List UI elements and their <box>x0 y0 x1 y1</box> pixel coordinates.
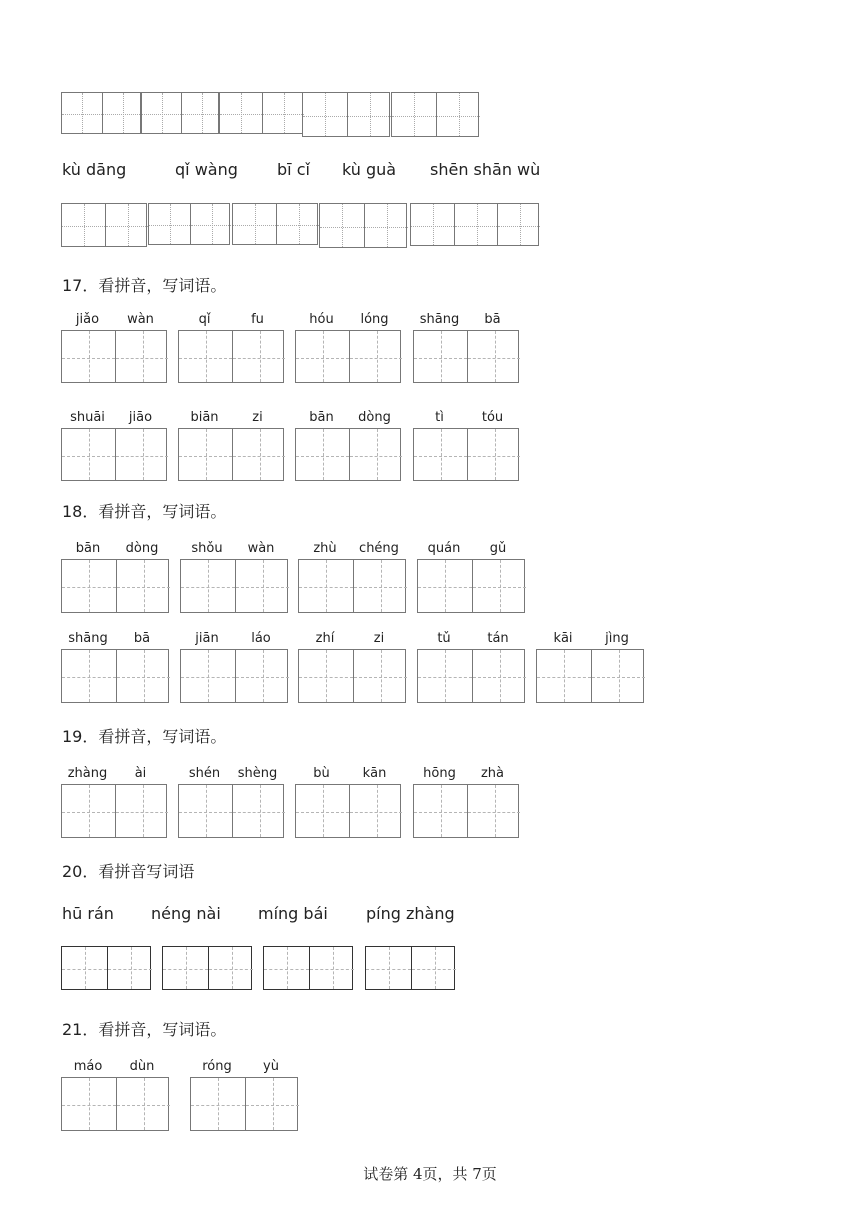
character-cell[interactable] <box>454 204 497 245</box>
tianzige-box[interactable] <box>295 330 401 383</box>
guide-line <box>128 204 129 246</box>
character-cell[interactable] <box>349 429 402 480</box>
pinyin-syllable: jiāo <box>128 410 153 425</box>
character-cell[interactable] <box>414 331 467 382</box>
tianzige-box[interactable] <box>413 428 519 481</box>
pinyin-word: kù dāng <box>62 160 127 179</box>
tianzige-box[interactable] <box>391 92 479 137</box>
guide-line <box>564 650 565 702</box>
guide-line <box>477 204 478 245</box>
tianzige-box[interactable] <box>148 203 230 245</box>
guide-line <box>500 560 501 612</box>
pinyin-syllable: tǔ <box>437 631 451 646</box>
character-cell[interactable] <box>353 650 407 702</box>
guide-line <box>143 331 144 382</box>
tianzige-box[interactable] <box>178 784 284 838</box>
pinyin-syllable: zi <box>252 410 263 425</box>
guide-line <box>260 331 261 382</box>
guide-line <box>85 947 86 989</box>
guide-line <box>241 93 242 133</box>
guide-line <box>325 93 326 136</box>
guide-line <box>377 331 378 382</box>
guide-line <box>387 204 388 247</box>
pinyin-syllable: quán <box>427 541 461 556</box>
tianzige-box[interactable] <box>61 559 169 613</box>
guide-line <box>202 93 203 133</box>
character-cell[interactable] <box>235 560 289 612</box>
pinyin-word: bī cǐ <box>277 160 310 179</box>
guide-line <box>232 947 233 989</box>
tianzige-box[interactable] <box>413 784 519 838</box>
character-cell[interactable] <box>299 650 353 702</box>
pinyin-word: shēn shān wù <box>430 160 541 179</box>
pinyin-syllable: bān <box>75 541 101 556</box>
character-cell[interactable] <box>296 331 349 382</box>
pinyin-word: píng zhàng <box>366 904 455 923</box>
guide-line <box>263 560 264 612</box>
character-cell[interactable] <box>105 204 148 246</box>
character-cell[interactable] <box>62 650 116 702</box>
character-cell[interactable] <box>163 947 208 989</box>
character-cell[interactable] <box>62 93 102 133</box>
character-cell[interactable] <box>116 650 170 702</box>
character-cell[interactable] <box>245 1078 299 1130</box>
guide-line <box>381 560 382 612</box>
character-cell[interactable] <box>232 785 285 837</box>
guide-line <box>206 429 207 480</box>
guide-line <box>377 785 378 837</box>
character-cell[interactable] <box>179 785 232 837</box>
pinyin-syllable: shuāi <box>70 410 105 425</box>
guide-line <box>208 560 209 612</box>
pinyin-syllable: kān <box>362 766 387 781</box>
guide-line <box>143 785 144 837</box>
tianzige-box[interactable] <box>61 330 167 383</box>
character-cell[interactable] <box>303 93 347 136</box>
guide-line <box>370 93 371 136</box>
pinyin-syllable: wàn <box>127 312 154 327</box>
tianzige-box[interactable] <box>141 92 219 134</box>
pinyin-syllable: tì <box>435 410 444 425</box>
guide-line <box>323 785 324 837</box>
character-cell[interactable] <box>220 93 262 133</box>
character-cell[interactable] <box>232 331 285 382</box>
pinyin-word: qǐ wàng <box>175 160 238 179</box>
character-cell[interactable] <box>467 331 520 382</box>
guide-line <box>123 93 124 133</box>
character-cell[interactable] <box>296 785 349 837</box>
guide-line <box>89 429 90 480</box>
character-cell[interactable] <box>116 560 170 612</box>
tianzige-box[interactable] <box>61 946 151 990</box>
pinyin-syllable: dùn <box>129 1059 155 1074</box>
tianzige-box[interactable] <box>180 559 288 613</box>
pinyin-syllable: jiān <box>195 631 219 646</box>
pinyin-syllable: shāng <box>68 631 108 646</box>
pinyin-syllable: láo <box>251 631 271 646</box>
tianzige-box[interactable] <box>178 428 284 481</box>
character-cell[interactable] <box>102 93 142 133</box>
character-cell[interactable] <box>414 429 467 480</box>
tianzige-box[interactable] <box>365 946 455 990</box>
character-cell[interactable] <box>320 204 364 247</box>
pinyin-syllable: tán <box>487 631 509 646</box>
guide-line <box>273 1078 274 1130</box>
guide-line <box>326 650 327 702</box>
tianzige-box[interactable] <box>263 946 353 990</box>
guide-line <box>445 650 446 702</box>
pinyin-word: néng nài <box>151 904 221 923</box>
character-cell[interactable] <box>347 93 391 136</box>
pinyin-syllable: shǒu <box>191 541 223 556</box>
character-cell[interactable] <box>392 93 436 136</box>
guide-line <box>495 331 496 382</box>
pinyin-syllable: zhàng <box>67 766 108 781</box>
guide-line <box>89 785 90 837</box>
character-cell[interactable] <box>208 947 253 989</box>
guide-line <box>299 204 300 244</box>
guide-line <box>186 947 187 989</box>
tianzige-box[interactable] <box>61 1077 169 1131</box>
pinyin-syllable: dòng <box>358 410 391 425</box>
character-cell[interactable] <box>414 785 467 837</box>
character-cell[interactable] <box>179 429 232 480</box>
pinyin-syllable: bā <box>133 631 151 646</box>
pinyin-row <box>0 160 860 182</box>
character-cell[interactable] <box>232 429 285 480</box>
character-cell[interactable] <box>436 93 480 136</box>
pinyin-row <box>0 904 860 926</box>
guide-line <box>170 204 171 244</box>
guide-line <box>84 204 85 246</box>
character-cell[interactable] <box>411 947 456 989</box>
character-cell[interactable] <box>62 204 105 246</box>
character-cell[interactable] <box>179 331 232 382</box>
character-cell[interactable] <box>262 93 304 133</box>
guide-line <box>389 947 390 989</box>
character-cell[interactable] <box>418 650 472 702</box>
tianzige-box[interactable] <box>219 92 303 134</box>
guide-line <box>162 93 163 133</box>
tianzige-box[interactable] <box>298 559 406 613</box>
guide-line <box>619 650 620 702</box>
character-cell[interactable] <box>366 947 411 989</box>
guide-line <box>208 650 209 702</box>
guide-line <box>381 650 382 702</box>
character-cell[interactable] <box>181 93 220 133</box>
character-cell[interactable] <box>411 204 454 245</box>
character-cell[interactable] <box>62 429 115 480</box>
pinyin-syllable: wàn <box>247 541 275 556</box>
pinyin-syllable: hóu <box>309 312 334 327</box>
pinyin-syllable: ài <box>134 766 147 781</box>
question-title: 20．看拼音写词语 <box>62 862 195 881</box>
guide-line <box>441 785 442 837</box>
pinyin-syllable: lóng <box>360 312 389 327</box>
character-cell[interactable] <box>591 650 645 702</box>
character-cell[interactable] <box>149 204 190 244</box>
character-cell[interactable] <box>115 785 168 837</box>
guide-line <box>495 429 496 480</box>
pinyin-syllable: máo <box>73 1059 103 1074</box>
tianzige-box[interactable] <box>298 649 406 703</box>
pinyin-syllable: jìng <box>605 631 629 646</box>
character-cell[interactable] <box>349 785 402 837</box>
character-cell[interactable] <box>115 331 168 382</box>
guide-line <box>414 93 415 136</box>
guide-line <box>263 650 264 702</box>
pinyin-syllable: bā <box>484 312 501 327</box>
guide-line <box>342 204 343 247</box>
guide-line <box>500 650 501 702</box>
guide-line <box>495 785 496 837</box>
character-cell[interactable] <box>296 429 349 480</box>
guide-line <box>287 947 288 989</box>
character-cell[interactable] <box>467 429 520 480</box>
tianzige-box[interactable] <box>190 1077 298 1131</box>
guide-line <box>377 429 378 480</box>
pinyin-syllable: zhà <box>480 766 505 781</box>
pinyin-word: kù guà <box>342 160 397 179</box>
character-cell[interactable] <box>472 650 526 702</box>
guide-line <box>212 204 213 244</box>
tianzige-box[interactable] <box>417 559 525 613</box>
pinyin-syllable: róng <box>202 1059 232 1074</box>
guide-line <box>206 785 207 837</box>
guide-line <box>323 429 324 480</box>
question-title: 21．看拼音，写词语。 <box>62 1020 227 1039</box>
pinyin-syllable: zhù <box>313 541 337 556</box>
character-cell[interactable] <box>62 785 115 837</box>
tianzige-box[interactable] <box>417 649 525 703</box>
guide-line <box>144 560 145 612</box>
guide-line <box>144 1078 145 1130</box>
pinyin-syllable: dòng <box>125 541 159 556</box>
tianzige-box[interactable] <box>410 203 539 246</box>
guide-line <box>520 204 521 245</box>
guide-line <box>143 429 144 480</box>
pinyin-syllable: bān <box>309 410 334 425</box>
tianzige-box[interactable] <box>413 330 519 383</box>
guide-line <box>144 650 145 702</box>
question-title: 19．看拼音，写词语。 <box>62 727 227 746</box>
tianzige-box[interactable] <box>178 330 284 383</box>
pinyin-syllable: yù <box>263 1059 279 1074</box>
guide-line <box>260 785 261 837</box>
tianzige-box[interactable] <box>319 203 407 248</box>
pinyin-syllable: qǐ <box>198 312 211 327</box>
character-cell[interactable] <box>142 93 181 133</box>
character-cell[interactable] <box>62 947 107 989</box>
character-cell[interactable] <box>62 1078 116 1130</box>
tianzige-box[interactable] <box>61 203 147 247</box>
guide-line <box>333 947 334 989</box>
question-title: 18．看拼音，写词语。 <box>62 502 227 521</box>
tianzige-box[interactable] <box>61 649 169 703</box>
guide-line <box>255 204 256 244</box>
guide-line <box>441 429 442 480</box>
tianzige-box[interactable] <box>180 649 288 703</box>
pinyin-syllable: shén <box>188 766 221 781</box>
pinyin-syllable: tóu <box>481 410 504 425</box>
guide-line <box>131 947 132 989</box>
pinyin-syllable: biān <box>190 410 219 425</box>
guide-line <box>433 204 434 245</box>
guide-line <box>89 331 90 382</box>
tianzige-box[interactable] <box>61 92 141 134</box>
character-cell[interactable] <box>233 204 276 244</box>
character-cell[interactable] <box>264 947 309 989</box>
pinyin-syllable: fu <box>251 312 264 327</box>
character-cell[interactable] <box>497 204 540 245</box>
tianzige-box[interactable] <box>302 92 390 137</box>
character-cell[interactable] <box>353 560 407 612</box>
character-cell[interactable] <box>349 331 402 382</box>
guide-line <box>82 93 83 133</box>
character-cell[interactable] <box>107 947 152 989</box>
guide-line <box>89 650 90 702</box>
character-cell[interactable] <box>235 650 289 702</box>
character-cell[interactable] <box>191 1078 245 1130</box>
pinyin-word: míng bái <box>258 904 328 923</box>
guide-line <box>260 429 261 480</box>
character-cell[interactable] <box>181 650 235 702</box>
character-cell[interactable] <box>190 204 231 244</box>
pinyin-syllable: jiǎo <box>75 312 100 327</box>
character-cell[interactable] <box>62 331 115 382</box>
character-cell[interactable] <box>364 204 408 247</box>
guide-line <box>89 1078 90 1130</box>
tianzige-box[interactable] <box>232 203 318 245</box>
character-cell[interactable] <box>299 560 353 612</box>
guide-line <box>441 331 442 382</box>
question-title: 17．看拼音，写词语。 <box>62 276 227 295</box>
pinyin-syllable: zhí <box>315 631 335 646</box>
character-cell[interactable] <box>418 560 472 612</box>
tianzige-box[interactable] <box>61 428 167 481</box>
guide-line <box>435 947 436 989</box>
guide-line <box>218 1078 219 1130</box>
character-cell[interactable] <box>537 650 591 702</box>
guide-line <box>459 93 460 136</box>
tianzige-box[interactable] <box>162 946 252 990</box>
guide-line <box>206 331 207 382</box>
character-cell[interactable] <box>309 947 354 989</box>
pinyin-syllable: zi <box>373 631 385 646</box>
pinyin-syllable: hōng <box>423 766 456 781</box>
pinyin-syllable: shāng <box>419 312 460 327</box>
character-cell[interactable] <box>181 560 235 612</box>
guide-line <box>89 560 90 612</box>
character-cell[interactable] <box>472 560 526 612</box>
page-footer: 试卷第 4页，共 7页 <box>363 1165 497 1183</box>
character-cell[interactable] <box>276 204 319 244</box>
tianzige-box[interactable] <box>295 428 401 481</box>
guide-line <box>323 331 324 382</box>
pinyin-syllable: bù <box>313 766 330 781</box>
tianzige-box[interactable] <box>61 784 167 838</box>
guide-line <box>445 560 446 612</box>
tianzige-box[interactable] <box>536 649 644 703</box>
pinyin-syllable: kāi <box>553 631 573 646</box>
character-cell[interactable] <box>115 429 168 480</box>
guide-line <box>326 560 327 612</box>
pinyin-word: hū rán <box>62 904 114 923</box>
pinyin-syllable: gǔ <box>489 541 507 556</box>
guide-line <box>284 93 285 133</box>
pinyin-syllable: chéng <box>359 541 399 556</box>
character-cell[interactable] <box>116 1078 170 1130</box>
tianzige-box[interactable] <box>295 784 401 838</box>
pinyin-syllable: shèng <box>237 766 278 781</box>
character-cell[interactable] <box>467 785 520 837</box>
character-cell[interactable] <box>62 560 116 612</box>
